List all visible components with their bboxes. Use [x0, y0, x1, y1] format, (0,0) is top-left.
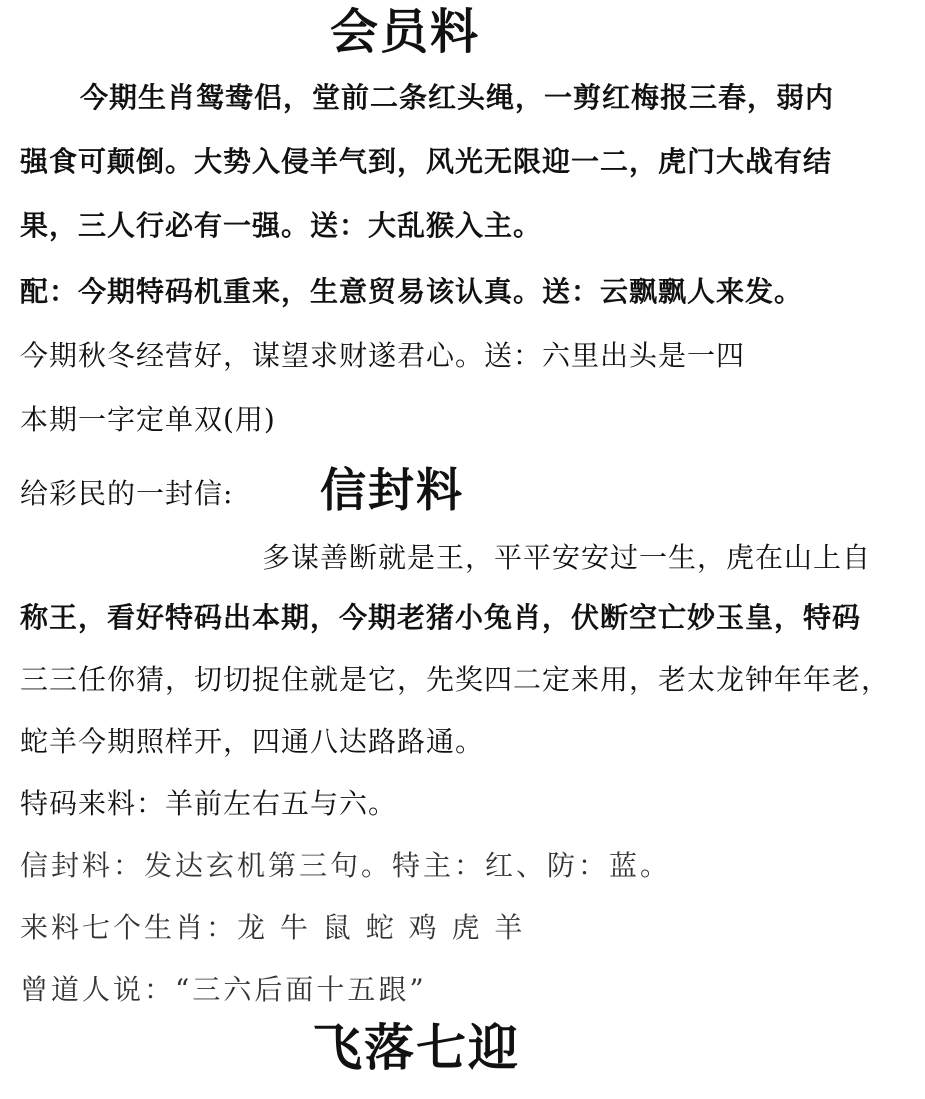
- note-zeng-daoren: 曾道人说：“三六后面十五跟”: [20, 973, 427, 1006]
- letter-line-2: 称王，看好特码出本期，今期老猪小兔肖，伏断空亡妙玉皇，特码: [20, 601, 862, 634]
- letter-intro: 给彩民的一封信:: [20, 477, 234, 510]
- letter-line-1: 多谋善断就是王，平平安安过一生，虎在山上自: [262, 541, 872, 574]
- member-line-3: 果，三人行必有一强。送：大乱猴入主。: [20, 209, 543, 242]
- member-section-title: 会员料: [330, 4, 481, 60]
- note-seven-zodiacs: 来料七个生肖：龙 牛 鼠 蛇 鸡 虎 羊: [20, 911, 526, 944]
- member-line-4: 配：今期特码机重来，生意贸易该认真。送：云飘飘人来发。: [20, 275, 804, 308]
- member-line-1: 今期生肖鸳鸯侣，堂前二条红头绳，一剪红梅报三春，弱内: [80, 81, 835, 114]
- letter-section-title: 信封料: [320, 463, 464, 517]
- letter-line-3: 三三任你猜，切切捉住就是它，先奖四二定来用，老太龙钟年年老，: [20, 663, 891, 696]
- note-envelope: 信封料：发达玄机第三句。特主：红、防：蓝。: [20, 849, 672, 882]
- member-line-5: 今期秋冬经营好，谋望求财遂君心。送：六里出头是一四: [20, 339, 746, 372]
- member-line-2: 强食可颠倒。大势入侵羊气到，风光无限迎一二，虎门大战有结: [20, 145, 833, 178]
- footer-title: 飞落七迎: [312, 1019, 520, 1077]
- letter-line-4: 蛇羊今期照样开，四通八达路路通。: [20, 725, 485, 758]
- note-special-code: 特码来料：羊前左右五与六。: [20, 787, 398, 820]
- member-line-6: 本期一字定单双(用): [20, 403, 276, 436]
